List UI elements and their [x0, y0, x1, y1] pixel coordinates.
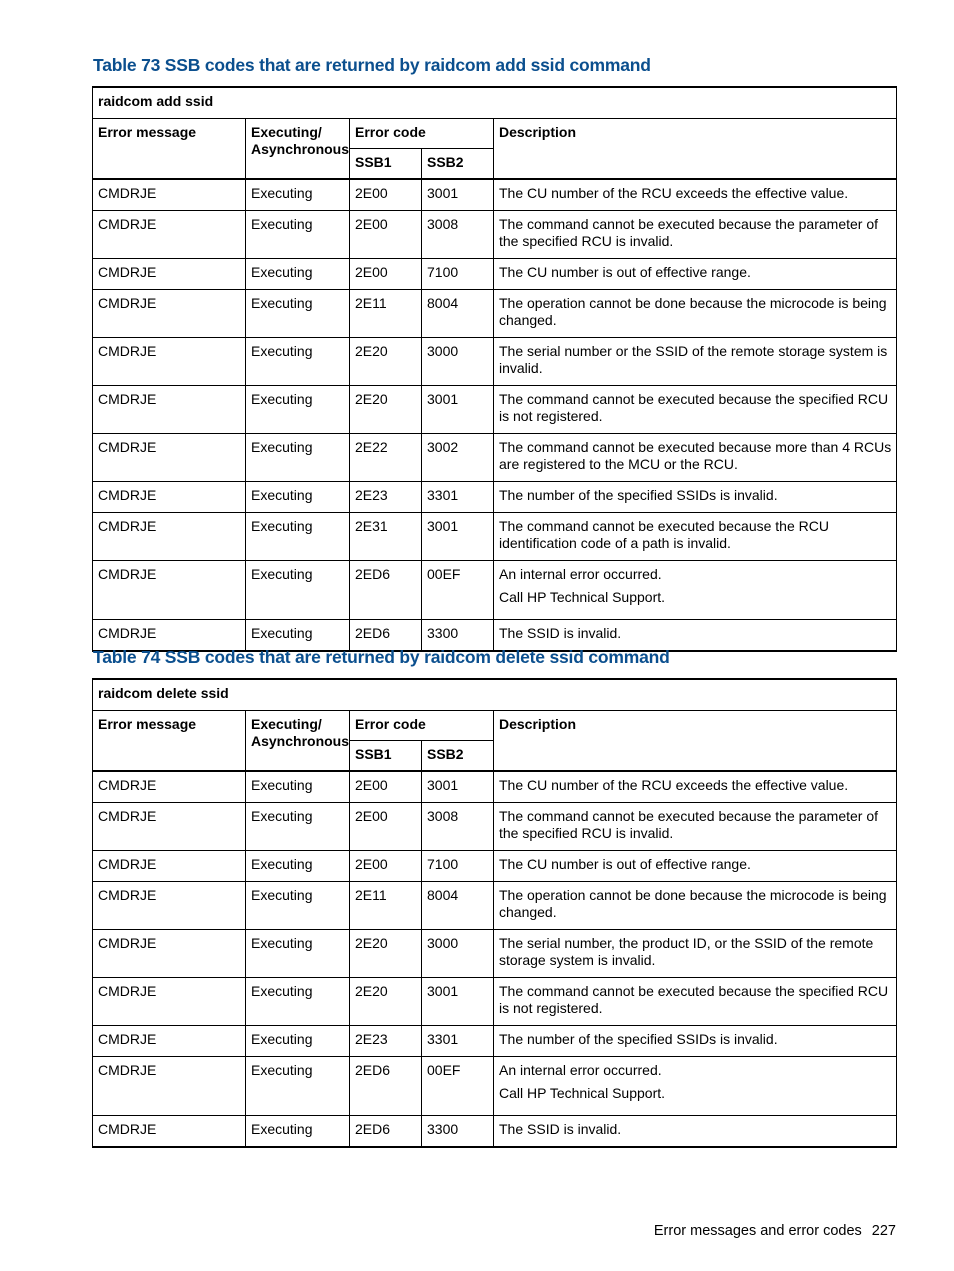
executing-cell: Executing [246, 771, 350, 803]
description-text: The command cannot be executed because the specified RCU is not registered. [499, 391, 889, 424]
description-cell [494, 259, 897, 290]
ssb2-cell: 8004 [422, 882, 494, 930]
description-text: Call HP Technical Support. [499, 1085, 666, 1101]
error-message-cell: CMDRJE [93, 620, 246, 652]
description-cell [494, 978, 897, 1026]
executing-cell: Executing [246, 1057, 350, 1116]
ssb2-cell: 8004 [422, 290, 494, 338]
description-text: The CU number is out of effective range. [499, 264, 751, 280]
table-row [93, 851, 897, 882]
error-message-cell: CMDRJE [93, 513, 246, 561]
table-row [93, 1026, 897, 1057]
description-cell [494, 771, 897, 803]
ssb2-cell: 3002 [422, 434, 494, 482]
description-text: The command cannot be executed because the parameter of the specified RCU is invalid. [499, 808, 879, 841]
description-text: The command cannot be executed because the parameter of the specified RCU is invalid. [499, 216, 879, 249]
description-cell [494, 211, 897, 259]
ssb2-cell: 7100 [422, 851, 494, 882]
description-cell [494, 290, 897, 338]
header-error-message: Error message [93, 711, 246, 772]
executing-cell: Executing [246, 978, 350, 1026]
ssb2-cell: 3001 [422, 386, 494, 434]
description-text: The serial number or the SSID of the remote storage system is invalid. [499, 343, 888, 376]
ssb2-cell: 3301 [422, 482, 494, 513]
executing-cell: Executing [246, 930, 350, 978]
error-message-cell: CMDRJE [93, 561, 246, 620]
description-text: An internal error occurred. [499, 1062, 662, 1078]
ssb2-cell: 00EF [422, 561, 494, 620]
description-cell [494, 482, 897, 513]
error-message-cell: CMDRJE [93, 851, 246, 882]
error-message-cell: CMDRJE [93, 386, 246, 434]
ssb2-cell: 3001 [422, 513, 494, 561]
table-row [93, 211, 897, 259]
command-name-cell: raidcom delete ssid [93, 679, 897, 711]
header-ssb1: SSB1 [350, 149, 422, 180]
description-text: The command cannot be executed because the specified RCU is not registered. [499, 983, 889, 1016]
header-error-code: Error code [350, 711, 494, 741]
error-message-cell: CMDRJE [93, 1116, 246, 1148]
description-text: The command cannot be executed because more than 4 RCUs are registered to the MCU or the RCU. [499, 439, 892, 472]
ssb1-cell: 2E23 [350, 1026, 422, 1057]
table-row [93, 803, 897, 851]
description-cell [494, 1057, 897, 1116]
error-message-cell: CMDRJE [93, 1026, 246, 1057]
table-row [93, 561, 897, 620]
executing-cell: Executing [246, 434, 350, 482]
table-row [93, 930, 897, 978]
ssb1-cell: 2E20 [350, 386, 422, 434]
description-cell [494, 338, 897, 386]
executing-cell: Executing [246, 290, 350, 338]
header-executing: Executing/ Asynchronous [246, 711, 350, 772]
table-row [93, 978, 897, 1026]
ssb-table-74 [92, 678, 897, 1148]
description-cell [494, 561, 897, 620]
error-message-cell: CMDRJE [93, 1057, 246, 1116]
ssb1-cell: 2E31 [350, 513, 422, 561]
error-message-cell: CMDRJE [93, 338, 246, 386]
executing-cell: Executing [246, 513, 350, 561]
executing-cell: Executing [246, 179, 350, 211]
ssb2-cell: 3300 [422, 1116, 494, 1148]
table-row [93, 513, 897, 561]
ssb1-cell: 2ED6 [350, 1057, 422, 1116]
page-number: 227 [871, 1223, 896, 1239]
executing-cell: Executing [246, 561, 350, 620]
table-row [93, 482, 897, 513]
table-row [93, 338, 897, 386]
description-cell [494, 1116, 897, 1148]
header-description: Description [494, 711, 897, 772]
table-row [93, 259, 897, 290]
ssb2-cell: 3001 [422, 978, 494, 1026]
description-cell [494, 851, 897, 882]
error-message-cell: CMDRJE [93, 211, 246, 259]
error-message-cell: CMDRJE [93, 978, 246, 1026]
table-row [93, 882, 897, 930]
error-message-cell: CMDRJE [93, 259, 246, 290]
table-row [93, 1116, 897, 1148]
ssb1-cell: 2E11 [350, 290, 422, 338]
description-cell [494, 930, 897, 978]
description-text: The CU number is out of effective range. [499, 856, 751, 872]
ssb2-cell: 3000 [422, 930, 494, 978]
header-executing: Executing/ Asynchronous [246, 119, 350, 180]
description-cell [494, 513, 897, 561]
ssb1-cell: 2E22 [350, 434, 422, 482]
ssb1-cell: 2ED6 [350, 561, 422, 620]
header-error-code: Error code [350, 119, 494, 149]
table-row [93, 290, 897, 338]
description-cell [494, 179, 897, 211]
executing-cell: Executing [246, 1026, 350, 1057]
ssb2-cell: 3001 [422, 179, 494, 211]
ssb1-cell: 2E20 [350, 930, 422, 978]
table-74-caption: Table 74 SSB codes that are returned by raidcom delete ssid command [93, 647, 670, 667]
description-text: The CU number of the RCU exceeds the effective value. [499, 185, 849, 201]
error-message-cell: CMDRJE [93, 434, 246, 482]
ssb2-cell: 3008 [422, 803, 494, 851]
ssb2-cell: 7100 [422, 259, 494, 290]
ssb1-cell: 2E00 [350, 179, 422, 211]
command-name-cell: raidcom add ssid [93, 87, 897, 119]
executing-cell: Executing [246, 1116, 350, 1148]
table-row [93, 771, 897, 803]
ssb1-cell: 2E23 [350, 482, 422, 513]
executing-cell: Executing [246, 620, 350, 652]
executing-cell: Executing [246, 803, 350, 851]
header-ssb2: SSB2 [422, 149, 494, 180]
ssb1-cell: 2E20 [350, 978, 422, 1026]
header-error-message: Error message [93, 119, 246, 180]
description-text: The operation cannot be done because the microcode is being changed. [499, 295, 887, 328]
error-message-cell: CMDRJE [93, 290, 246, 338]
executing-cell: Executing [246, 211, 350, 259]
table-73-caption: Table 73 SSB codes that are returned by raidcom add ssid command [93, 55, 651, 75]
error-message-cell: CMDRJE [93, 882, 246, 930]
page-footer [654, 1223, 896, 1239]
ssb2-cell: 3008 [422, 211, 494, 259]
ssb1-cell: 2E00 [350, 259, 422, 290]
description-text: The command cannot be executed because the RCU identification code of a path is invalid. [499, 518, 829, 551]
executing-cell: Executing [246, 882, 350, 930]
error-message-cell: CMDRJE [93, 803, 246, 851]
table-row [93, 179, 897, 211]
error-message-cell: CMDRJE [93, 930, 246, 978]
ssb1-cell: 2E00 [350, 771, 422, 803]
description-cell [494, 1026, 897, 1057]
header-ssb1: SSB1 [350, 741, 422, 772]
description-text: The serial number, the product ID, or the SSID of the remote storage system is invalid. [499, 935, 874, 968]
description-text: An internal error occurred. [499, 566, 662, 582]
ssb1-cell: 2E20 [350, 338, 422, 386]
description-text: The operation cannot be done because the microcode is being changed. [499, 887, 887, 920]
ssb1-cell: 2ED6 [350, 1116, 422, 1148]
ssb1-cell: 2ED6 [350, 620, 422, 652]
description-text: Call HP Technical Support. [499, 589, 666, 605]
ssb1-cell: 2E11 [350, 882, 422, 930]
description-text: The SSID is invalid. [499, 1121, 622, 1137]
error-message-cell: CMDRJE [93, 179, 246, 211]
ssb2-cell: 00EF [422, 1057, 494, 1116]
ssb-table-73 [92, 86, 897, 652]
executing-cell: Executing [246, 338, 350, 386]
description-cell [494, 386, 897, 434]
ssb2-cell: 3300 [422, 620, 494, 652]
header-description: Description [494, 119, 897, 180]
ssb2-cell: 3001 [422, 771, 494, 803]
ssb1-cell: 2E00 [350, 803, 422, 851]
description-text: The number of the specified SSIDs is invalid. [499, 1031, 778, 1047]
ssb2-cell: 3301 [422, 1026, 494, 1057]
executing-cell: Executing [246, 851, 350, 882]
ssb1-cell: 2E00 [350, 851, 422, 882]
table-body [93, 179, 897, 651]
footer-section-title: Error messages and error codes [653, 1223, 862, 1239]
table-row [93, 1057, 897, 1116]
header-ssb2: SSB2 [422, 741, 494, 772]
table-row [93, 386, 897, 434]
description-cell [494, 882, 897, 930]
description-text: The number of the specified SSIDs is invalid. [499, 487, 778, 503]
executing-cell: Executing [246, 386, 350, 434]
description-text: The CU number of the RCU exceeds the effective value. [499, 777, 849, 793]
error-message-cell: CMDRJE [93, 771, 246, 803]
description-cell [494, 434, 897, 482]
description-cell [494, 803, 897, 851]
ssb1-cell: 2E00 [350, 211, 422, 259]
table-row [93, 434, 897, 482]
description-text: The SSID is invalid. [499, 625, 622, 641]
ssb2-cell: 3000 [422, 338, 494, 386]
table-body [93, 771, 897, 1147]
executing-cell: Executing [246, 259, 350, 290]
executing-cell: Executing [246, 482, 350, 513]
error-message-cell: CMDRJE [93, 482, 246, 513]
